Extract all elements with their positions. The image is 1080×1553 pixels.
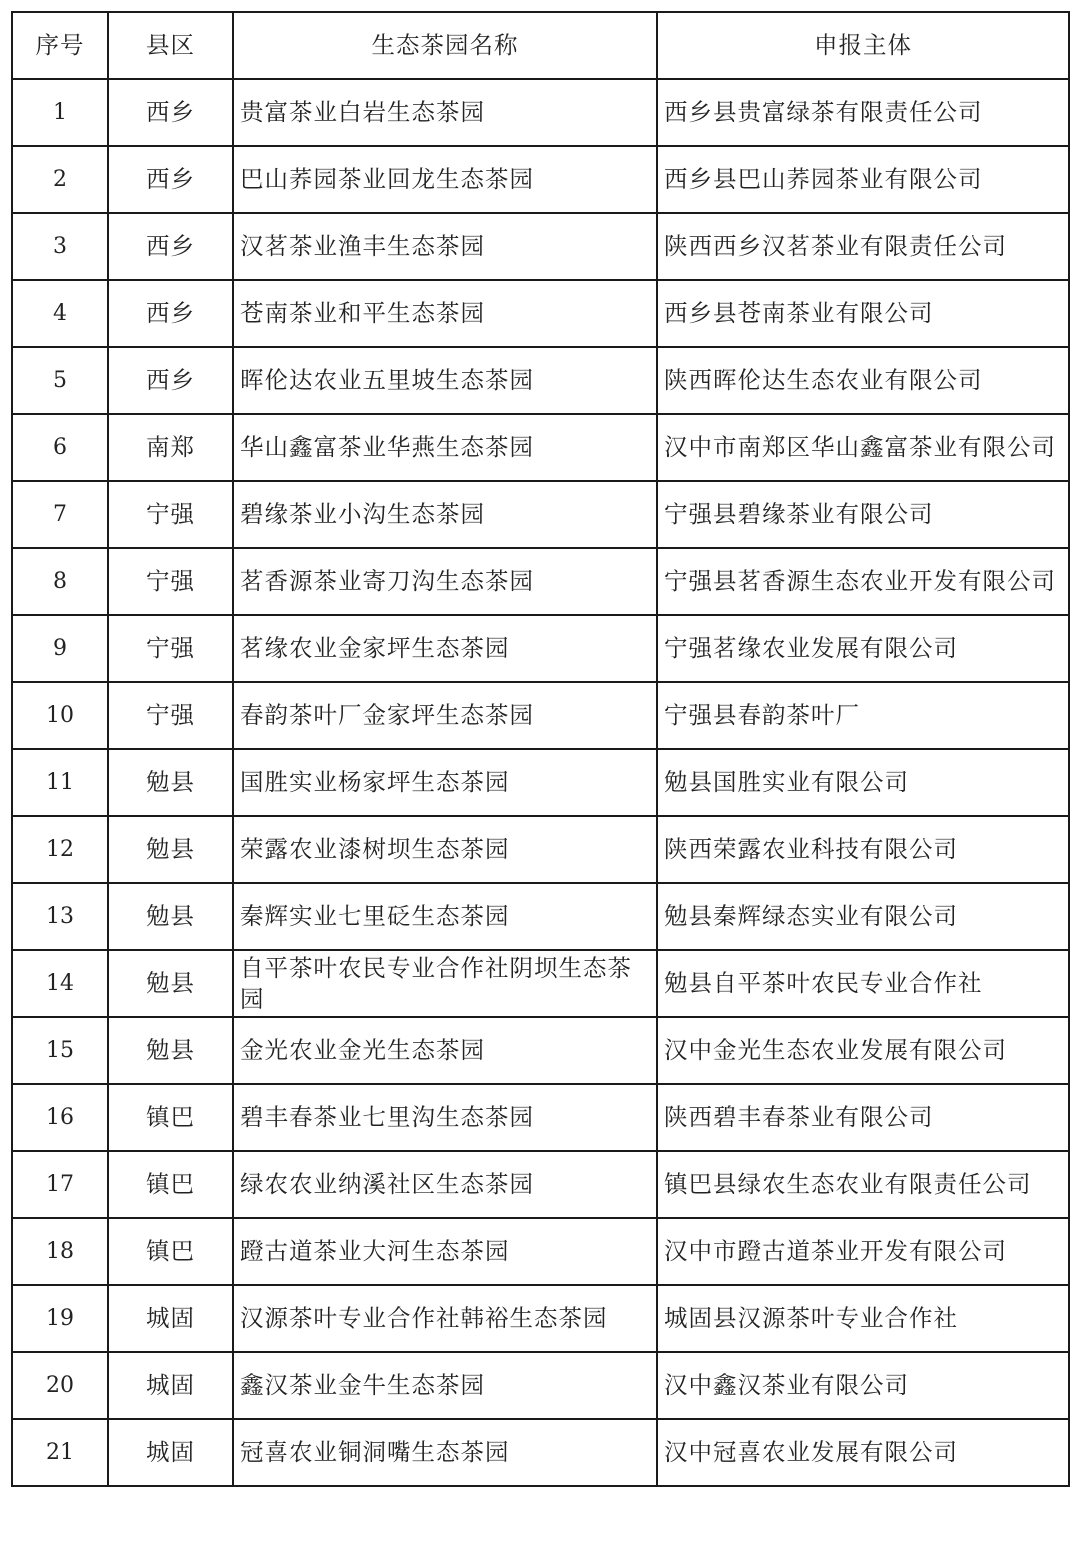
cell-county: 西乡 <box>108 79 233 146</box>
cell-applicant: 汉中冠喜农业发展有限公司 <box>657 1419 1069 1486</box>
cell-county: 西乡 <box>108 146 233 213</box>
cell-applicant: 陕西碧丰春茶业有限公司 <box>657 1084 1069 1151</box>
table-row <box>12 1151 1069 1218</box>
cell-serial-number: 5 <box>12 347 108 414</box>
cell-garden-name: 茗缘农业金家坪生态茶园 <box>233 615 657 682</box>
cell-serial-number: 20 <box>12 1352 108 1419</box>
table-row <box>12 280 1069 347</box>
cell-applicant: 西乡县贵富绿茶有限责任公司 <box>657 79 1069 146</box>
cell-applicant: 宁强县春韵茶叶厂 <box>657 682 1069 749</box>
cell-garden-name: 绿农农业纳溪社区生态茶园 <box>233 1151 657 1218</box>
table-body <box>12 79 1069 1486</box>
cell-garden-name: 晖伦达农业五里坡生态茶园 <box>233 347 657 414</box>
cell-garden-name: 自平茶叶农民专业合作社阴坝生态茶园 <box>233 950 657 1017</box>
cell-serial-number: 19 <box>12 1285 108 1352</box>
cell-county: 西乡 <box>108 280 233 347</box>
cell-county: 城固 <box>108 1285 233 1352</box>
cell-serial-number: 3 <box>12 213 108 280</box>
cell-garden-name: 汉茗茶业渔丰生态茶园 <box>233 213 657 280</box>
header-garden-name: 生态茶园名称 <box>233 12 657 79</box>
cell-garden-name: 汉源茶叶专业合作社韩裕生态茶园 <box>233 1285 657 1352</box>
cell-county: 南郑 <box>108 414 233 481</box>
cell-serial-number: 11 <box>12 749 108 816</box>
table-row <box>12 414 1069 481</box>
header-row <box>12 12 1069 79</box>
table-row <box>12 1084 1069 1151</box>
cell-serial-number: 2 <box>12 146 108 213</box>
cell-applicant: 勉县国胜实业有限公司 <box>657 749 1069 816</box>
cell-serial-number: 7 <box>12 481 108 548</box>
table-row <box>12 682 1069 749</box>
cell-applicant: 陕西晖伦达生态农业有限公司 <box>657 347 1069 414</box>
cell-applicant: 汉中金光生态农业发展有限公司 <box>657 1017 1069 1084</box>
cell-serial-number: 6 <box>12 414 108 481</box>
cell-county: 镇巴 <box>108 1151 233 1218</box>
cell-county: 宁强 <box>108 481 233 548</box>
table-row <box>12 79 1069 146</box>
cell-garden-name: 鑫汉茶业金牛生态茶园 <box>233 1352 657 1419</box>
cell-garden-name: 茗香源茶业寄刀沟生态茶园 <box>233 548 657 615</box>
cell-serial-number: 10 <box>12 682 108 749</box>
table-row <box>12 1218 1069 1285</box>
cell-garden-name: 蹬古道茶业大河生态茶园 <box>233 1218 657 1285</box>
header-serial-number: 序号 <box>12 12 108 79</box>
table-row <box>12 146 1069 213</box>
cell-garden-name: 冠喜农业铜洞嘴生态茶园 <box>233 1419 657 1486</box>
cell-serial-number: 9 <box>12 615 108 682</box>
cell-applicant: 西乡县巴山荞园茶业有限公司 <box>657 146 1069 213</box>
cell-serial-number: 18 <box>12 1218 108 1285</box>
cell-garden-name: 贵富茶业白岩生态茶园 <box>233 79 657 146</box>
cell-county: 勉县 <box>108 816 233 883</box>
cell-serial-number: 4 <box>12 280 108 347</box>
cell-applicant: 汉中市南郑区华山鑫富茶业有限公司 <box>657 414 1069 481</box>
cell-applicant: 陕西西乡汉茗茶业有限责任公司 <box>657 213 1069 280</box>
cell-applicant: 宁强县茗香源生态农业开发有限公司 <box>657 548 1069 615</box>
cell-garden-name: 苍南茶业和平生态茶园 <box>233 280 657 347</box>
cell-garden-name: 碧丰春茶业七里沟生态茶园 <box>233 1084 657 1151</box>
cell-serial-number: 13 <box>12 883 108 950</box>
cell-garden-name: 金光农业金光生态茶园 <box>233 1017 657 1084</box>
cell-garden-name: 荣露农业漆树坝生态茶园 <box>233 816 657 883</box>
cell-garden-name: 华山鑫富茶业华燕生态茶园 <box>233 414 657 481</box>
cell-serial-number: 1 <box>12 79 108 146</box>
table-row <box>12 1017 1069 1084</box>
cell-applicant: 陕西荣露农业科技有限公司 <box>657 816 1069 883</box>
cell-county: 勉县 <box>108 950 233 1017</box>
table-row <box>12 816 1069 883</box>
cell-garden-name: 春韵茶叶厂金家坪生态茶园 <box>233 682 657 749</box>
cell-serial-number: 21 <box>12 1419 108 1486</box>
cell-serial-number: 8 <box>12 548 108 615</box>
table-row <box>12 950 1069 1017</box>
cell-serial-number: 14 <box>12 950 108 1017</box>
table-row <box>12 749 1069 816</box>
cell-applicant: 西乡县苍南茶业有限公司 <box>657 280 1069 347</box>
cell-county: 镇巴 <box>108 1084 233 1151</box>
cell-county: 宁强 <box>108 682 233 749</box>
table-row <box>12 883 1069 950</box>
cell-applicant: 宁强县碧缘茶业有限公司 <box>657 481 1069 548</box>
header-county: 县区 <box>108 12 233 79</box>
cell-applicant: 镇巴县绿农生态农业有限责任公司 <box>657 1151 1069 1218</box>
cell-county: 勉县 <box>108 883 233 950</box>
table-row <box>12 347 1069 414</box>
cell-garden-name: 国胜实业杨家坪生态茶园 <box>233 749 657 816</box>
cell-serial-number: 16 <box>12 1084 108 1151</box>
cell-applicant: 汉中市蹬古道茶业开发有限公司 <box>657 1218 1069 1285</box>
cell-county: 西乡 <box>108 213 233 280</box>
cell-applicant: 宁强茗缘农业发展有限公司 <box>657 615 1069 682</box>
cell-applicant: 城固县汉源茶叶专业合作社 <box>657 1285 1069 1352</box>
cell-garden-name: 秦辉实业七里砭生态茶园 <box>233 883 657 950</box>
cell-county: 勉县 <box>108 1017 233 1084</box>
table-row <box>12 615 1069 682</box>
cell-county: 宁强 <box>108 548 233 615</box>
cell-garden-name: 碧缘茶业小沟生态茶园 <box>233 481 657 548</box>
table-row <box>12 1285 1069 1352</box>
header-applicant: 申报主体 <box>657 12 1069 79</box>
cell-applicant: 汉中鑫汉茶业有限公司 <box>657 1352 1069 1419</box>
cell-applicant: 勉县秦辉绿态实业有限公司 <box>657 883 1069 950</box>
cell-applicant: 勉县自平茶叶农民专业合作社 <box>657 950 1069 1017</box>
table-row <box>12 548 1069 615</box>
cell-county: 西乡 <box>108 347 233 414</box>
cell-garden-name: 巴山荞园茶业回龙生态茶园 <box>233 146 657 213</box>
table-row <box>12 213 1069 280</box>
cell-county: 宁强 <box>108 615 233 682</box>
cell-county: 勉县 <box>108 749 233 816</box>
table-row <box>12 1352 1069 1419</box>
table-row <box>12 481 1069 548</box>
cell-serial-number: 15 <box>12 1017 108 1084</box>
cell-serial-number: 17 <box>12 1151 108 1218</box>
tea-garden-table <box>11 11 1070 1487</box>
cell-county: 镇巴 <box>108 1218 233 1285</box>
cell-serial-number: 12 <box>12 816 108 883</box>
cell-county: 城固 <box>108 1419 233 1486</box>
table-row <box>12 1419 1069 1486</box>
cell-county: 城固 <box>108 1352 233 1419</box>
